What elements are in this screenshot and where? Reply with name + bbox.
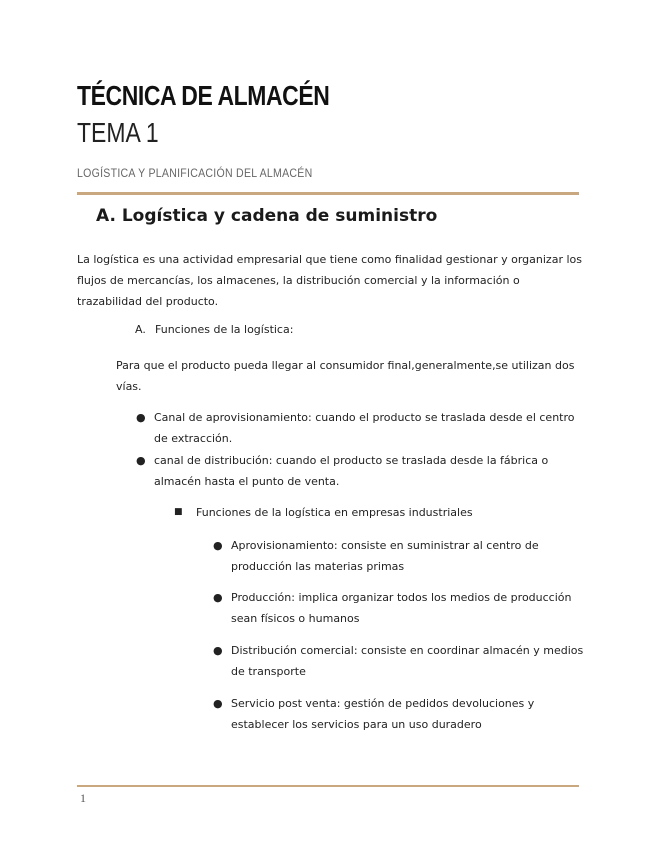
- subsection-paragraph: Para que el producto pueda llegar al consumidor final,generalmente,se utilizan dos vías.: [116, 359, 575, 393]
- subsection-marker: A.: [135, 323, 146, 336]
- list-item: [136, 450, 584, 492]
- section-heading: A. Logística y cadena de suministro: [96, 206, 438, 226]
- bullet-icon: ●: [213, 697, 223, 710]
- header-divider: [77, 192, 579, 195]
- document-title: TÉCNICA DE ALMACÉN: [77, 80, 330, 111]
- list-item: [213, 693, 586, 735]
- list-item-text: Servicio post venta: gestión de pedidos devoluciones y establecer los servicios para un uso duradero: [231, 697, 535, 731]
- list-item-text: canal de distribución: cuando el producto se traslada desde la fábrica o almacén hasta el punto de venta.: [154, 454, 549, 488]
- list-item: [174, 502, 586, 523]
- document-subtitle: TEMA 1: [77, 117, 159, 148]
- bullet-icon: ●: [213, 644, 223, 657]
- subsection-title: Funciones de la logística:: [155, 323, 294, 336]
- page-number: 1: [80, 791, 86, 805]
- bullet-icon: ●: [136, 411, 146, 424]
- list-item-text: Funciones de la logística en empresas industriales: [196, 506, 473, 519]
- subsection-heading: [135, 323, 293, 336]
- list-item: [213, 640, 586, 682]
- list-item-text: Aprovisionamiento: consiste en suministrar al centro de producción las materias primas: [231, 539, 539, 573]
- list-item: [136, 407, 584, 449]
- list-item: [213, 535, 586, 577]
- document-kicker: LOGÍSTICA Y PLANIFICACIÓN DEL ALMACÉN: [77, 166, 313, 180]
- bullet-icon: ●: [213, 539, 223, 552]
- section-intro: La logística es una actividad empresarial que tiene como finalidad gestionar y organizar los flujos de mercancías, los almacenes, la distribución comercial y la información o trazabilidad del producto.: [77, 253, 582, 308]
- list-item-text: Distribución comercial: consiste en coordinar almacén y medios de transporte: [231, 644, 584, 678]
- list-item-text: Producción: implica organizar todos los medios de producción sean físicos o humanos: [231, 591, 572, 625]
- bullet-icon: ●: [213, 591, 223, 604]
- bullet-icon: ●: [136, 454, 146, 467]
- square-bullet-icon: ■: [174, 507, 183, 517]
- list-item-text: Canal de aprovisionamiento: cuando el producto se traslada desde el centro de extracción.: [154, 411, 575, 445]
- footer-divider: [77, 785, 579, 787]
- list-item: [213, 587, 586, 629]
